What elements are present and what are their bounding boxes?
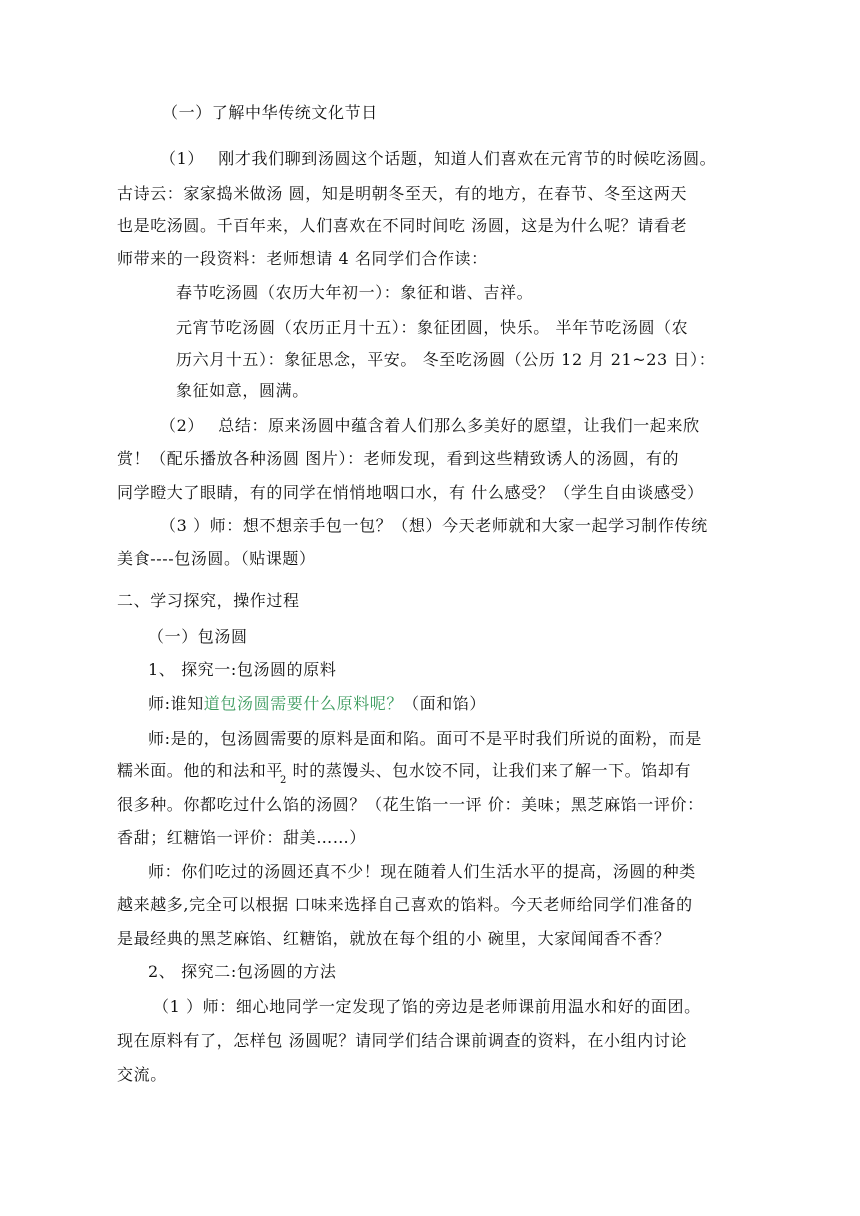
festival-list-line-2: 元宵节吃汤圆（农历正月十五）：象征团圆，快乐。 半年节吃汤圆（农 xyxy=(176,318,689,337)
paragraph-4-line-2-start: 糯米面。他的和法和平 xyxy=(117,761,284,780)
paragraph-3-line-1: （3 ）师：想不想亲手包一包？（想）今天老师就和大家一起学习制作传统 xyxy=(160,516,708,535)
festival-list-line-3: 历六月十五）：象征思念，平安。 冬至吃汤圆（公历 12 月 21~23 日）： xyxy=(176,350,716,369)
paragraph-3-line-2: 美食----包汤圆。（贴课题） xyxy=(117,549,316,568)
paragraph-4-line-4: 香甜；红糖馅一评价：甜美……） xyxy=(117,828,367,847)
section-heading-traditional-festivals: （一）了解中华传统文化节日 xyxy=(162,103,378,122)
paragraph-5-line-2: 越来越多,完全可以根据 口味来选择自己喜欢的馅料。今天老师给同学们准备的 xyxy=(117,895,693,914)
paragraph-6-line-1: （1 ）师：细心地同学一定发现了馅的旁边是老师课前用温水和好的面团。 xyxy=(153,997,701,1016)
paragraph-4-line-3: 很多种。你都吃过什么馅的汤圆？（花生馅一一评 价：美味；黑芝麻馅一评价： xyxy=(117,795,704,814)
paragraph-1-line-4: 师带来的一段资料：老师想请 4 名同学们合作读： xyxy=(117,249,488,268)
paragraph-5-line-3: 是最经典的黑芝麻馅、红糖馅，就放在每个组的小 碗里，大家闻闻香不香？ xyxy=(117,929,671,948)
paragraph-1-line-2: 古诗云：家家捣米做汤 圆，知是明朝冬至天，有的地方，在春节、冬至这两天 xyxy=(117,184,688,203)
page-number-marker: 2 xyxy=(280,775,287,786)
paragraph-4-line-2-end: 时的蒸馒头、包水饺不同，让我们来了解一下。馅却有 xyxy=(286,761,692,780)
paragraph-1-line-3: 也是吃汤圆。千百年来，人们喜欢在不同时间吃 汤圆，这是为什么呢？请看老 xyxy=(117,216,688,235)
paragraph-6-line-3: 交流。 xyxy=(117,1065,167,1084)
section-heading-learning-inquiry: 二、学习探究，操作过程 xyxy=(117,591,300,610)
teacher-question-highlight: 道包汤圆需要什么原料呢？ xyxy=(203,694,403,713)
paragraph-2-line-3: 同学瞪大了眼睛，有的同学在悄悄地咽口水，有 什么感受？（学生自由谈感受） xyxy=(117,483,704,502)
paragraph-4-line-2 xyxy=(117,761,691,784)
festival-list-line-4: 象征如意，圆满。 xyxy=(176,381,309,400)
inquiry-2-title: 2、 探究二:包汤圆的方法 xyxy=(148,962,337,981)
paragraph-5-line-1: 师：你们吃过的汤圆还真不少！现在随着人们生活水平的提高，汤圆的种类 xyxy=(148,862,696,881)
teacher-question-ingredients xyxy=(148,694,486,714)
paragraph-2-line-2: 赏！（配乐播放各种汤圆 图片）：老师发现，看到这些精致诱人的汤圆，有的 xyxy=(117,449,680,468)
teacher-question-prefix: 师:谁知 xyxy=(148,694,204,713)
festival-list-line-1: 春节吃汤圆（农历大年初一）：象征和谐、吉祥。 xyxy=(176,283,534,302)
paragraph-6-line-2: 现在原料有了，怎样包 汤圆呢？请同学们结合课前调查的资料，在小组内讨论 xyxy=(117,1031,688,1050)
paragraph-4-line-1: 师:是的，包汤圆需要的原料是面和陷。面可不是平时我们所说的面粉，而是 xyxy=(148,729,702,748)
subsection-heading-making-tangyuan: （一）包汤圆 xyxy=(148,627,248,646)
paragraph-1-line-1: （1） 刚才我们聊到汤圆这个话题，知道人们喜欢在元宵节的时候吃汤圆。 xyxy=(160,149,717,168)
inquiry-1-title: 1、 探究一:包汤圆的原料 xyxy=(148,660,337,679)
teacher-question-suffix: （面和馅） xyxy=(403,694,487,713)
paragraph-2-line-1: （2） 总结：原来汤圆中蕴含着人们那么多美好的愿望，让我们一起来欣 xyxy=(160,416,700,435)
